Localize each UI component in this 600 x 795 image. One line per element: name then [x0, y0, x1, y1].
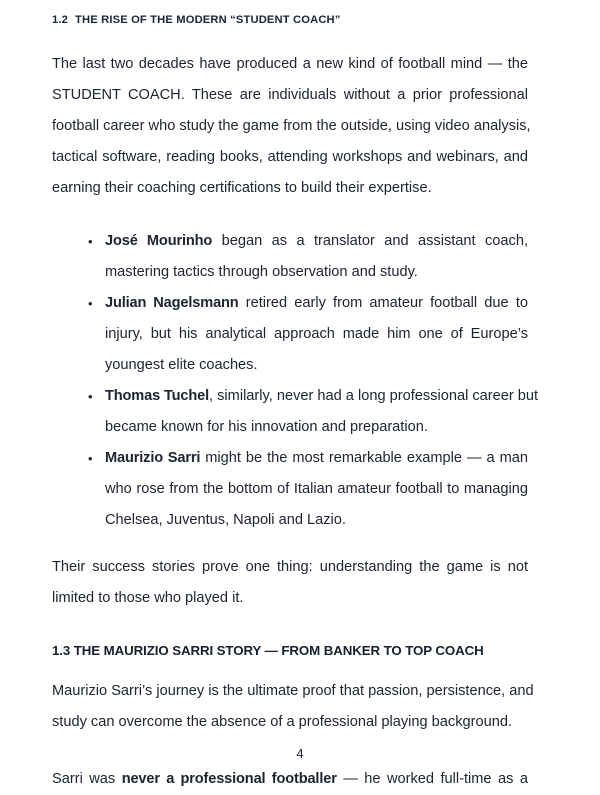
paragraph-intro-line: tactical software, reading books, attending workshops and webinars, and — [52, 149, 528, 165]
list-item-line — [105, 443, 528, 474]
list-item — [52, 288, 528, 381]
section-title-1-2: THE RISE OF THE MODERN “STUDENT COACH” — [75, 14, 341, 26]
section-heading-1-3: 1.3 THE MAURIZIO SARRI STORY — FROM BANKER TO TOP COACH — [52, 643, 484, 658]
page-content — [52, 0, 539, 795]
paragraph-conclusion — [52, 552, 528, 614]
coach-examples-list — [52, 226, 539, 536]
page-number: 4 — [296, 746, 304, 761]
bullet-icon: • — [88, 451, 93, 466]
paragraph-prefix: Sarri was — [52, 771, 122, 787]
paragraph-intro — [52, 49, 531, 204]
list-item — [52, 226, 528, 288]
bullet-icon: • — [88, 234, 93, 249]
list-item-line: became known for his innovation and preparation. — [105, 419, 428, 435]
paragraph-sarri-career-line — [52, 764, 528, 795]
list-item-body — [105, 288, 528, 381]
spacer-after-heading-1-3 — [52, 660, 528, 676]
list-item-line: injury, but his analytical approach made him one of Europe’s — [105, 326, 528, 342]
bullet-icon: • — [88, 389, 93, 404]
section-heading-1-2 — [52, 0, 528, 28]
list-item-text: , similarly, never had a long professional career but — [209, 388, 539, 404]
list-item-name: Thomas Tuchel — [105, 388, 210, 404]
spacer-after-list — [52, 536, 528, 552]
list-item-body — [105, 381, 539, 443]
list-item — [52, 443, 528, 536]
list-item-line — [105, 288, 528, 319]
spacer-after-paragraph-conclusion — [52, 614, 528, 642]
list-item-line: mastering tactics through observation and study. — [105, 264, 418, 280]
list-item — [52, 381, 539, 443]
list-item-text: began as a translator and assistant coach, — [212, 233, 528, 249]
list-item-name: Maurizio Sarri — [105, 450, 201, 466]
spacer-after-heading-1-2 — [52, 28, 528, 49]
paragraph-suffix: — he worked full-time as a — [336, 771, 528, 787]
paragraph-sarri-intro-line: study can overcome the absence of a professional playing background. — [52, 714, 512, 730]
paragraph-conclusion-line: Their success stories prove one thing: understanding the game is not — [52, 559, 528, 575]
list-item-body — [105, 226, 528, 288]
paragraph-intro-line: earning their coaching certifications to build their expertise. — [52, 180, 432, 196]
paragraph-intro-line: The last two decades have produced a new kind of football mind — the — [52, 56, 528, 72]
paragraph-sarri-intro — [52, 676, 534, 738]
list-item-line: youngest elite coaches. — [105, 357, 258, 373]
list-item-line: Chelsea, Juventus, Napoli and Lazio. — [105, 512, 346, 528]
list-item-line — [105, 226, 528, 257]
paragraph-intro-line: football career who study the game from the outside, using video analysis, — [52, 118, 531, 134]
paragraph-sarri-intro-line: Maurizio Sarri’s journey is the ultimate proof that passion, persistence, and — [52, 683, 534, 699]
list-item-name: Julian Nagelsmann — [105, 295, 239, 311]
list-item-text: retired early from amateur football due to — [238, 295, 528, 311]
list-item-line — [105, 381, 539, 412]
paragraph-sarri-career — [52, 764, 528, 795]
list-item-name: José Mourinho — [105, 233, 213, 249]
list-item-text: might be the most remarkable example — a man — [200, 450, 528, 466]
paragraph-conclusion-line: limited to those who played it. — [52, 590, 244, 606]
paragraph-intro-line: STUDENT COACH. These are individuals without a prior professional — [52, 87, 528, 103]
section-number-1-2: 1.2 — [52, 14, 69, 26]
list-item-line: who rose from the bottom of Italian amateur football to managing — [105, 481, 528, 497]
bullet-icon: • — [88, 296, 93, 311]
paragraph-emphasis: never a professional footballer — [121, 771, 337, 787]
list-item-body — [105, 443, 528, 536]
spacer-after-paragraph-intro — [52, 204, 528, 226]
